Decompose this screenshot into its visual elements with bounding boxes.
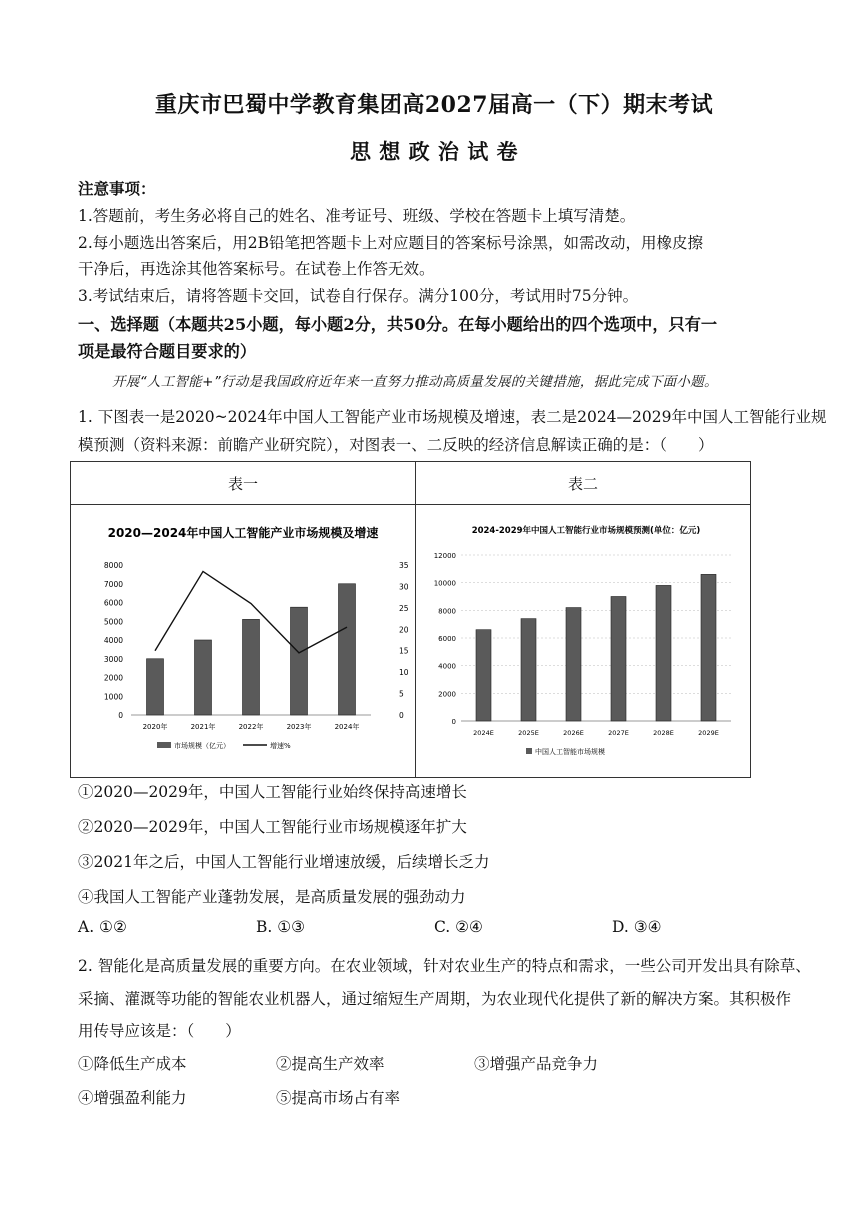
legend-label-bar: 市场规模（亿元） — [174, 742, 230, 750]
y-tick-label: 8000 — [438, 607, 456, 616]
notice-item-2-line-2: 干净后，再选涂其他答案标号。在试卷上作答无效。 — [78, 260, 435, 278]
bar — [521, 619, 536, 721]
x-tick-label: 2027E — [608, 729, 629, 737]
q1-stem-line-1: 1. 下图表一是2020~2024年中国人工智能产业市场规模及增速，表二是2024—2029年中国人工智能行业规 — [78, 408, 827, 426]
y-tick-label: 1000 — [103, 692, 123, 702]
chart-table — [70, 461, 751, 778]
y-tick-label: 2000 — [103, 673, 123, 683]
q1-option-3: ③2021年之后，中国人工智能行业增速放缓，后续增长乏力 — [78, 853, 490, 871]
notice-heading: 注意事项： — [78, 179, 156, 198]
x-tick-label: 2024E — [473, 729, 494, 737]
y-right-tick-label: 25 — [399, 603, 409, 613]
section-intro: 开展“人工智能+”行动是我国政府近年来一直努力推动高质量发展的关键措施，据此完成下面小题。 — [112, 374, 718, 390]
q1-option-1: ①2020—2029年，中国人工智能行业始终保持高速增长 — [78, 783, 467, 801]
q2-option-5: ⑤提高市场占有率 — [276, 1089, 401, 1107]
chart-cell-1 — [71, 505, 416, 778]
y-tick-label: 10000 — [433, 579, 456, 588]
q1-choice-c[interactable]: C. ②④ — [434, 918, 483, 936]
y-right-tick-label: 20 — [399, 625, 409, 635]
y-right-tick-label: 5 — [399, 689, 404, 699]
chart-cell-2 — [416, 505, 751, 778]
section-heading-line-2: 项是最符合题目要求的） — [78, 342, 257, 361]
legend-label-line: 增速% — [270, 742, 291, 750]
notice-item-3: 3.考试结束后，请将答题卡交回，试卷自行保存。满分100分，考试用时75分钟。 — [78, 287, 639, 305]
q1-choice-d[interactable]: D. ③④ — [612, 918, 662, 936]
y-tick-label: 6000 — [438, 635, 456, 643]
bar — [656, 585, 671, 721]
y-tick-label: 4000 — [438, 662, 456, 671]
x-tick-label: 2028E — [653, 729, 674, 737]
legend-label-bar: 中国人工智能市场规模 — [535, 748, 605, 756]
bar — [243, 619, 260, 715]
section-heading-line-1: 一、选择题（本题共25小题，每小题2分，共50分。在每小题给出的四个选项中，只有一 — [78, 315, 718, 334]
q2-option-1: ①降低生产成本 — [78, 1055, 187, 1073]
y-tick-label: 4000 — [103, 636, 123, 645]
exam-subtitle: 思 想 政 治 试 卷 — [349, 139, 519, 164]
chart-market-forecast — [416, 505, 750, 773]
x-tick-label: 2020年 — [142, 723, 168, 731]
chart-1-title: 2020—2024年中国人工智能产业市场规模及增速 — [107, 526, 379, 540]
y-tick-label: 0 — [451, 718, 456, 726]
bar — [701, 574, 716, 721]
y-right-tick-label: 15 — [399, 646, 409, 656]
y-right-tick-label: 0 — [399, 711, 404, 720]
q2-option-2: ②提高生产效率 — [276, 1055, 385, 1073]
chart-market-size-growth — [71, 505, 415, 773]
table-header-1: 表一 — [71, 462, 416, 505]
bar — [566, 608, 581, 721]
y-tick-label: 6000 — [103, 598, 123, 608]
notice-item-1: 1.答题前，考生务必将自己的姓名、准考证号、班级、学校在答题卡上填写清楚。 — [78, 207, 636, 225]
x-tick-label: 2025E — [518, 729, 539, 737]
y-right-tick-label: 10 — [399, 668, 409, 678]
q1-option-4: ④我国人工智能产业蓬勃发展，是高质量发展的强劲动力 — [78, 888, 466, 906]
x-tick-label: 2023年 — [286, 723, 312, 731]
q1-choice-a[interactable]: A. ①② — [78, 918, 127, 936]
bar — [147, 659, 164, 715]
notice-item-2-line-1: 2.每小题选出答案后，用2B铅笔把答题卡上对应题目的答案标号涂黑，如需改动，用橡皮擦 — [78, 234, 704, 252]
y-right-tick-label: 30 — [399, 582, 409, 592]
y-tick-label: 0 — [118, 711, 123, 720]
table-header-2: 表二 — [416, 462, 751, 505]
bar — [195, 640, 212, 715]
q1-stem-line-2: 模预测（资料来源：前瞻产业研究院），对图表一、二反映的经济信息解读正确的是：（ ） — [78, 436, 714, 454]
y-right-tick-label: 35 — [399, 561, 409, 570]
legend-swatch-bar — [526, 748, 532, 754]
legend-swatch-bar — [157, 742, 171, 748]
q2-option-3: ③增强产品竞争力 — [474, 1055, 599, 1073]
x-tick-label: 2022年 — [238, 723, 264, 731]
q1-choice-b[interactable]: B. ①③ — [256, 918, 306, 936]
x-tick-label: 2026E — [563, 729, 584, 737]
bar — [476, 630, 491, 721]
q2-stem-line-2: 采摘、灌溉等功能的智能农业机器人，通过缩短生产周期，为农业现代化提供了新的解决方案。其积极作 — [78, 990, 792, 1008]
exam-title: 重庆市巴蜀中学教育集团高2027届高一（下）期末考试 — [154, 92, 714, 118]
chart-2-title: 2024-2029年中国人工智能行业市场规模预测(单位：亿元) — [471, 526, 701, 536]
y-tick-label: 12000 — [433, 552, 456, 560]
bar — [611, 597, 626, 722]
y-tick-label: 7000 — [103, 579, 123, 589]
x-tick-label: 2021年 — [190, 723, 216, 731]
q2-option-4: ④增强盈利能力 — [78, 1089, 187, 1107]
x-tick-label: 2029E — [698, 729, 719, 737]
q1-option-2: ②2020—2029年，中国人工智能行业市场规模逐年扩大 — [78, 818, 467, 836]
y-tick-label: 5000 — [103, 617, 123, 627]
q2-stem-line-3: 用传导应该是：（ ） — [78, 1022, 241, 1040]
y-tick-label: 8000 — [103, 561, 123, 570]
q2-stem-line-1: 2. 智能化是高质量发展的重要方向。在农业领域，针对农业生产的特点和需求，一些公司开发出具有除草、 — [78, 957, 811, 975]
x-tick-label: 2024年 — [334, 723, 360, 731]
y-tick-label: 2000 — [438, 690, 456, 699]
bar — [339, 584, 356, 715]
y-tick-label: 3000 — [103, 654, 123, 664]
bar — [291, 607, 308, 715]
